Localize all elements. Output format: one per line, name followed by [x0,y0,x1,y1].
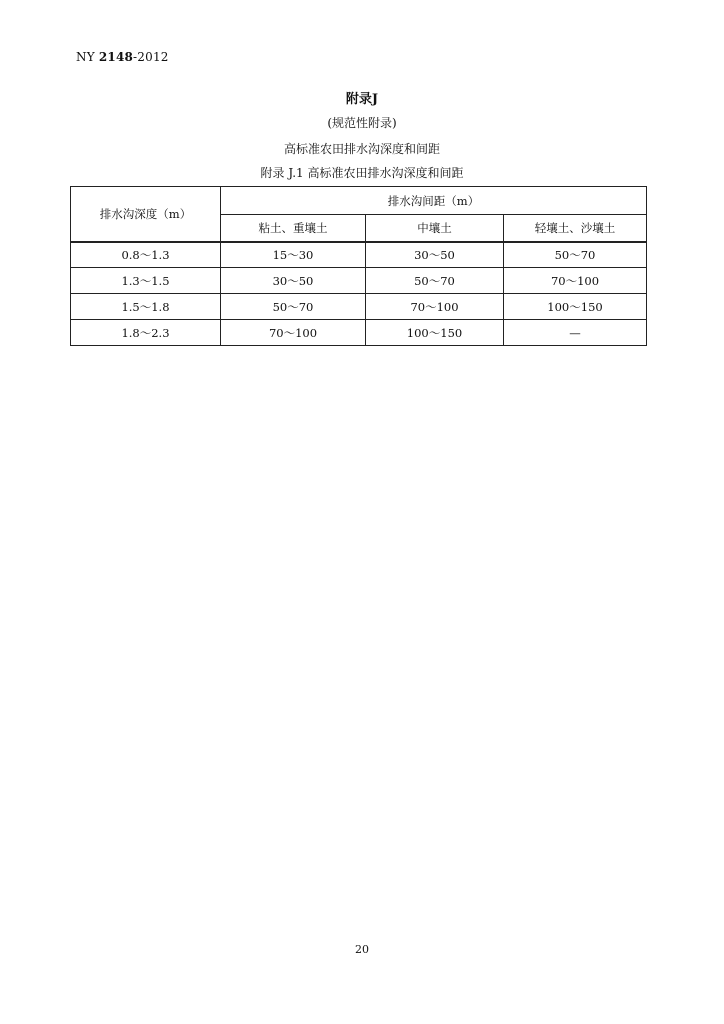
spacing-cell: 70～100 [504,268,647,294]
soil-header-medium-loam: 中壤土 [366,215,504,242]
table-row [71,242,647,268]
appendix-title: 附录J [345,92,379,107]
drainage-spec-table [70,186,647,346]
spacing-cell: 70～100 [221,320,366,346]
spacing-cell: 50～70 [221,294,366,320]
table-body [71,242,647,346]
standard-code-number: 2148 [98,50,134,64]
standard-code [76,50,169,64]
spacing-group-header: 排水沟间距（m） [221,187,647,215]
soil-header-light-loam: 轻壤土、沙壤土 [504,215,647,242]
appendix-type: (规范性附录) [327,116,397,130]
spacing-cell: 50～70 [504,242,647,268]
spacing-cell: 100～150 [366,320,504,346]
spacing-cell: 100～150 [504,294,647,320]
table-caption: 附录 J.1 高标准农田排水沟深度和间距 [260,166,464,180]
spacing-cell: 30～50 [221,268,366,294]
depth-cell: 1.8～2.3 [71,320,221,346]
depth-cell: 0.8～1.3 [71,242,221,268]
page-number: 20 [355,943,369,956]
depth-cell: 1.3～1.5 [71,268,221,294]
table-row [71,294,647,320]
standard-code-prefix: NY [76,50,99,64]
soil-header-clay: 粘土、重壤土 [221,215,366,242]
depth-cell: 1.5～1.8 [71,294,221,320]
depth-column-header: 排水沟深度（m） [71,187,221,242]
spacing-cell: 30～50 [366,242,504,268]
header-row-1 [71,187,647,215]
spacing-cell: — [504,320,647,346]
spacing-cell: 70～100 [366,294,504,320]
appendix-subject: 高标准农田排水沟深度和间距 [283,142,440,156]
standard-code-year: -2012 [133,50,169,64]
spacing-cell: 15～30 [221,242,366,268]
table-row [71,268,647,294]
table-row [71,320,647,346]
spacing-cell: 50～70 [366,268,504,294]
table-header [71,187,647,242]
